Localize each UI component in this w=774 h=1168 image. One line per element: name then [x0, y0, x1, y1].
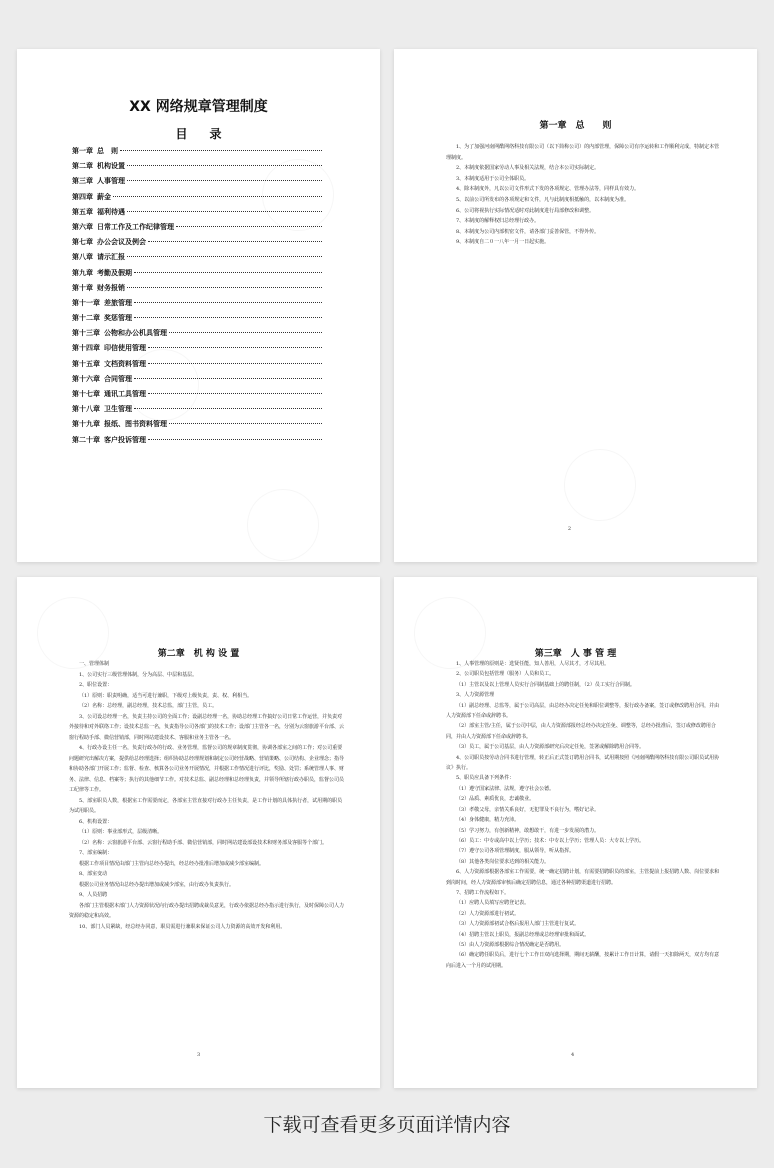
toc-chapter-name: 请示汇报	[97, 253, 125, 262]
toc-chapter-number: 第十五章	[72, 359, 100, 368]
toc-chapter-number: 第十八章	[72, 405, 100, 414]
body-paragraph: （2）人力资源部进行初试。	[456, 910, 520, 917]
body-paragraph: （7）遵守公司各项管理制度，服从领导，听从指挥。	[456, 848, 575, 855]
body-paragraph: 根据公司业务情况由总经办提出增加或减少部室，由行政办负责执行。	[79, 881, 235, 888]
toc-row[interactable]	[72, 328, 322, 343]
body-paragraph: 3、公司设总经理一名，负责主持公司的全面工作；设副总经理一名，协助总经理工作搞好公司日常工作运营，并负责对外接待和对外联络工作；设技术总监一名，负责指导公司各部门的技术工作；设部门主管各一名，分别为云窗旅游平台部、云窗行程助手部、微信营销部，同时网站建设技术、客服和业务主管各一名。	[69, 713, 345, 741]
watermark-icon	[233, 475, 333, 562]
toc-row[interactable]	[72, 359, 322, 374]
body-paragraph: （4）招聘主管以上职员，报副总经理或总经理审批和面试。	[456, 931, 590, 938]
toc-row[interactable]	[72, 237, 322, 252]
chapter-title: 第三章 人 事 管 理	[534, 649, 617, 659]
body-paragraph: 8、部室变动	[79, 871, 108, 877]
body-paragraph: 2、公司职员包括管理（服务）人员和员工。	[456, 671, 555, 678]
toc-row[interactable]	[72, 435, 322, 450]
toc-chapter-number: 第十一章	[72, 298, 100, 307]
page-number: 3	[197, 1052, 201, 1058]
toc-row[interactable]	[72, 283, 322, 298]
document-page-4	[394, 577, 757, 1088]
toc-chapter-name: 薪金	[97, 192, 111, 201]
body-paragraph: 10、部门人员紧缺，经总经办同意，职员需进行兼职来保证公司人力资源的高效开发和利用。	[79, 923, 286, 930]
body-paragraph: 5、职员应具备下列条件：	[456, 775, 515, 782]
body-paragraph: （1）副总经理、总监等，属于公司高层，由总经办决定任免和职位调整等，报行政办备案，签订或修改聘用合同，并由人力资源部下任命或辞聘书。	[446, 702, 720, 720]
body-paragraph: 1、为了加强河南网酷网络科技有限公司（以下简称公司）的内部管理，保障公司有序运转和工作顺利完成，特制定本管理制度。	[446, 144, 720, 161]
body-paragraph: 7、本制度的解释权归总经理行政办。	[456, 218, 540, 225]
toc-chapter-name: 总 则	[97, 147, 118, 155]
body-paragraph: 1、人事管理的原则是：选贤任能，知人善用，人尽其才，才尽其用。	[456, 661, 610, 667]
toc-chapter-name: 奖惩管理	[104, 314, 132, 323]
body-paragraph: （5）学习努力，有创新精神，敢想敢干，有进一步发展的潜力。	[456, 827, 600, 834]
chapter-body	[69, 659, 344, 932]
toc-chapter-name: 通讯工具管理	[104, 390, 146, 398]
toc-leader-dots	[127, 287, 322, 288]
body-paragraph: 7、部室编制：	[79, 850, 113, 856]
toc-leader-dots	[148, 241, 322, 242]
chapter-body	[446, 659, 721, 971]
body-paragraph: 一、管理体制	[79, 661, 110, 667]
body-paragraph: 2、职位设置：	[79, 682, 113, 688]
toc-leader-dots	[134, 302, 322, 303]
toc-row[interactable]	[72, 419, 322, 434]
toc-chapter-name: 机构设置	[97, 162, 125, 171]
toc-chapter-name: 合同管理	[104, 374, 132, 383]
toc-leader-dots	[134, 272, 322, 273]
toc-chapter-number: 第十章	[72, 283, 93, 292]
body-paragraph: （1）应聘人员填写应聘登记表。	[456, 900, 530, 907]
toc-chapter-name: 考勤及假期	[97, 268, 132, 277]
body-paragraph: （2）名称：总经理，副总经理，技术总监，部门主管，员工。	[79, 703, 218, 709]
toc-leader-dots	[120, 150, 322, 151]
body-paragraph: （2）品质、素质优良，忠诚敬业。	[456, 796, 535, 803]
watermark-icon	[550, 435, 650, 535]
toc-chapter-name: 办公会议及例会	[97, 238, 146, 247]
toc-chapter-number: 第十二章	[72, 314, 100, 323]
toc-row[interactable]	[72, 268, 322, 283]
body-paragraph: 7、招聘工作流程如下。	[456, 889, 510, 896]
chapter-title: 第二章 机 构 设 置	[157, 649, 240, 659]
toc-chapter-name: 客户投诉管理	[104, 435, 146, 444]
toc-chapter-name: 财务报销	[97, 283, 125, 292]
body-paragraph: （2）部室主管/主任，属于公司中层，由人力资源部报经总经办决定任免、调整等，总经办批准后，签订或修改聘用合同，并由人力资源部下任命或辞聘书。	[446, 723, 716, 740]
toc-leader-dots	[169, 332, 322, 333]
body-paragraph: （3）孝敬父母，亲情关系良好，无犯罪及不良行为，嗜好记录。	[456, 806, 600, 813]
document-page-2	[394, 49, 757, 562]
body-paragraph: 4、除本制度外，凡以公司文件形式下发的各项规定、管理办法等，同样具有效力。	[456, 186, 640, 193]
toc-leader-dots	[148, 347, 322, 348]
body-paragraph: （5）由人力资源部根据综合情况确定是否聘用。	[456, 941, 565, 948]
body-paragraph: 1、公司实行三级管理体制，分为高层、中层和基层。	[79, 671, 198, 678]
toc-row[interactable]	[72, 313, 322, 328]
toc-row[interactable]	[72, 343, 322, 358]
page-number: 4	[571, 1052, 575, 1058]
body-paragraph: （1）遵守国家法律、法规，遵守社会公德。	[456, 785, 555, 792]
chapter-title: 第一章 总 则	[539, 121, 612, 131]
toc-chapter-number: 第七章	[72, 238, 93, 247]
body-paragraph: （6）确定聘任职员后，进行七个工作日双向选择期，期间无薪酬，按累计工作日计算，请假一天扣除两天，双方均有意向后进入一个月的试用期。	[446, 952, 720, 969]
body-paragraph: 各部门主管根据本部门人力资源状况向行政办提出招聘或裁员意见，行政办依据总经办指示进行执行，及时保障公司人力资源的稳定和高效。	[69, 902, 345, 919]
document-page-1	[17, 49, 380, 562]
toc-chapter-number: 第四章	[72, 192, 93, 201]
toc-row[interactable]	[72, 146, 322, 161]
body-paragraph: 4、公司职员按劳动合同书进行管理，转正后正式签订聘用合同书，试用期按照《河南网酷网络科技有限公司职员试用协议》执行。	[446, 754, 720, 772]
body-paragraph: 9、本制度自二０一八年一月一日起实施。	[456, 239, 550, 246]
toc-chapter-number: 第六章	[72, 222, 93, 231]
body-paragraph: 4、行政办设主任一名，负责行政办的行政、业务管理，监督公司的规章制度贯彻，协调各部室之间的工作；对公司重要问题研究出解决方案，提供给总经理选择；组织协助总经理规划和制定公司经营战略、营销策略、公司结构、企业理念；指导和协助各部门开展工作；监督、检查、核算各公司业务开展情况，并根据工作情况进行评比，奖励、处罚；系统管理人事、财务、法律、信息、档案等；执行的其他细节工作。对技术总监、副总经理和总经理负责，并领导所辖行政办职员，监督公司员工纪律等工作。	[69, 745, 345, 793]
toc-chapter-number: 第五章	[72, 207, 93, 216]
toc-heading: 目录	[175, 127, 244, 141]
toc-chapter-name: 文档资料管理	[104, 359, 146, 368]
toc-chapter-number: 第三章	[72, 177, 93, 186]
body-paragraph: （8）其他各类岗位要求达到的相关能力。	[456, 858, 550, 865]
toc-chapter-number: 第十四章	[72, 344, 100, 353]
toc-chapter-name: 印信使用管理	[104, 344, 146, 353]
toc-row[interactable]	[72, 404, 322, 419]
body-paragraph: （3）人力资源部初试合格后报用人部门主管进行复试。	[456, 921, 580, 928]
toc-row[interactable]	[72, 298, 322, 313]
body-paragraph: （2）名称：云窗旅游平台部、云窗行程助手部、微信营销部，同时网站建设部设技术和财务部及客服等个部门。	[79, 839, 328, 846]
body-paragraph: 3、本制度适用于公司全体职员。	[456, 175, 530, 182]
body-paragraph: （1）原则：职责明确，适当可进行兼职，下级对上级负责，责、权、利相当。	[79, 692, 253, 699]
body-paragraph: 6、公司将视执行实际情况适时对此制度进行局部修改和调整。	[456, 207, 595, 214]
toc-chapter-name: 日常工作及工作纪律管理	[97, 222, 174, 231]
page-number: 2	[567, 526, 571, 532]
chapter-body	[446, 142, 721, 248]
body-paragraph: 3、人力资源管理	[456, 692, 495, 699]
toc-chapter-name: 公物和办公机具管理	[104, 329, 167, 338]
body-paragraph: 2、本制度依据国家劳动人事及相关法规，结合本公司实际制定。	[456, 165, 600, 172]
toc-chapter-name: 卫生管理	[104, 405, 132, 414]
body-paragraph: 根据工作项目情况由部门主管向总经办提出，经总经办批准后增加或减少部室编制。	[79, 860, 265, 867]
document-title: XX 网络规章管理制度	[129, 99, 268, 115]
body-paragraph: 5、部室职员人数，根据室工作需要而定，各部室主管直接对行政办主任负责，是工作计划的具体执行者，试用期的职员为试用职员。	[69, 797, 343, 814]
body-paragraph: （1）主管以及以上管理人员实行合同制基础上的聘任制，（2）员工实行合同制。	[456, 681, 635, 688]
download-caption[interactable]: 下载可查看更多页面详情内容	[263, 1114, 511, 1136]
body-paragraph: （3）员工，属于公司基层，由人力资源部研究后决定任免，签署或解除聘用合同等。	[456, 744, 645, 751]
toc-chapter-number: 第二十章	[72, 435, 100, 444]
body-paragraph: （4）身体健康，精力充沛。	[456, 817, 520, 824]
toc-leader-dots	[134, 317, 322, 318]
toc-row[interactable]	[72, 252, 322, 267]
toc-chapter-number: 第二章	[72, 162, 93, 171]
toc-chapter-number: 第十七章	[72, 390, 100, 398]
body-paragraph: 6、人力资源部根据各部室工作需要，统一确定招聘计划，有需要招聘职员的部室，主管提前上报招聘人数、岗位要求和到岗时间，经人力资源部审核后确定招聘信息，通过各种招聘渠道进行招聘。	[446, 869, 720, 886]
body-paragraph: 8、本制度为公司内部机密文件，请各部门妥善保管，不得外传。	[456, 228, 600, 235]
toc-leader-dots	[127, 256, 322, 257]
body-paragraph: 5、以前公司所发布的各项规定和文件，凡与此制度相抵触的，以本制度为准。	[456, 196, 630, 203]
body-paragraph: 9、人员招聘	[79, 892, 108, 898]
toc-chapter-number: 第九章	[72, 268, 93, 277]
body-paragraph: 6、机构设置：	[79, 818, 113, 825]
toc-chapter-name: 报纸、图书资料管理	[104, 420, 167, 429]
toc-chapter-name: 差旅管理	[104, 298, 132, 307]
toc-chapter-number: 第十九章	[72, 420, 100, 429]
toc-chapter-name: 福利待遇	[97, 207, 125, 216]
toc-leader-dots	[148, 439, 322, 440]
toc-chapter-number: 第八章	[72, 253, 93, 262]
body-paragraph: （1）原则：事业部形式，层级清晰。	[79, 829, 163, 835]
toc-chapter-name: 人事管理	[97, 177, 125, 186]
toc-chapter-number: 第十三章	[72, 329, 100, 338]
toc-leader-dots	[169, 423, 322, 424]
toc-chapter-number: 第一章	[72, 147, 93, 155]
toc-chapter-number: 第十六章	[72, 374, 100, 383]
document-page-3	[17, 577, 380, 1088]
body-paragraph: （6）员工：中专或高中以上学历；技术：中专以上学历；管理人员：大专以上学历。	[456, 837, 645, 844]
